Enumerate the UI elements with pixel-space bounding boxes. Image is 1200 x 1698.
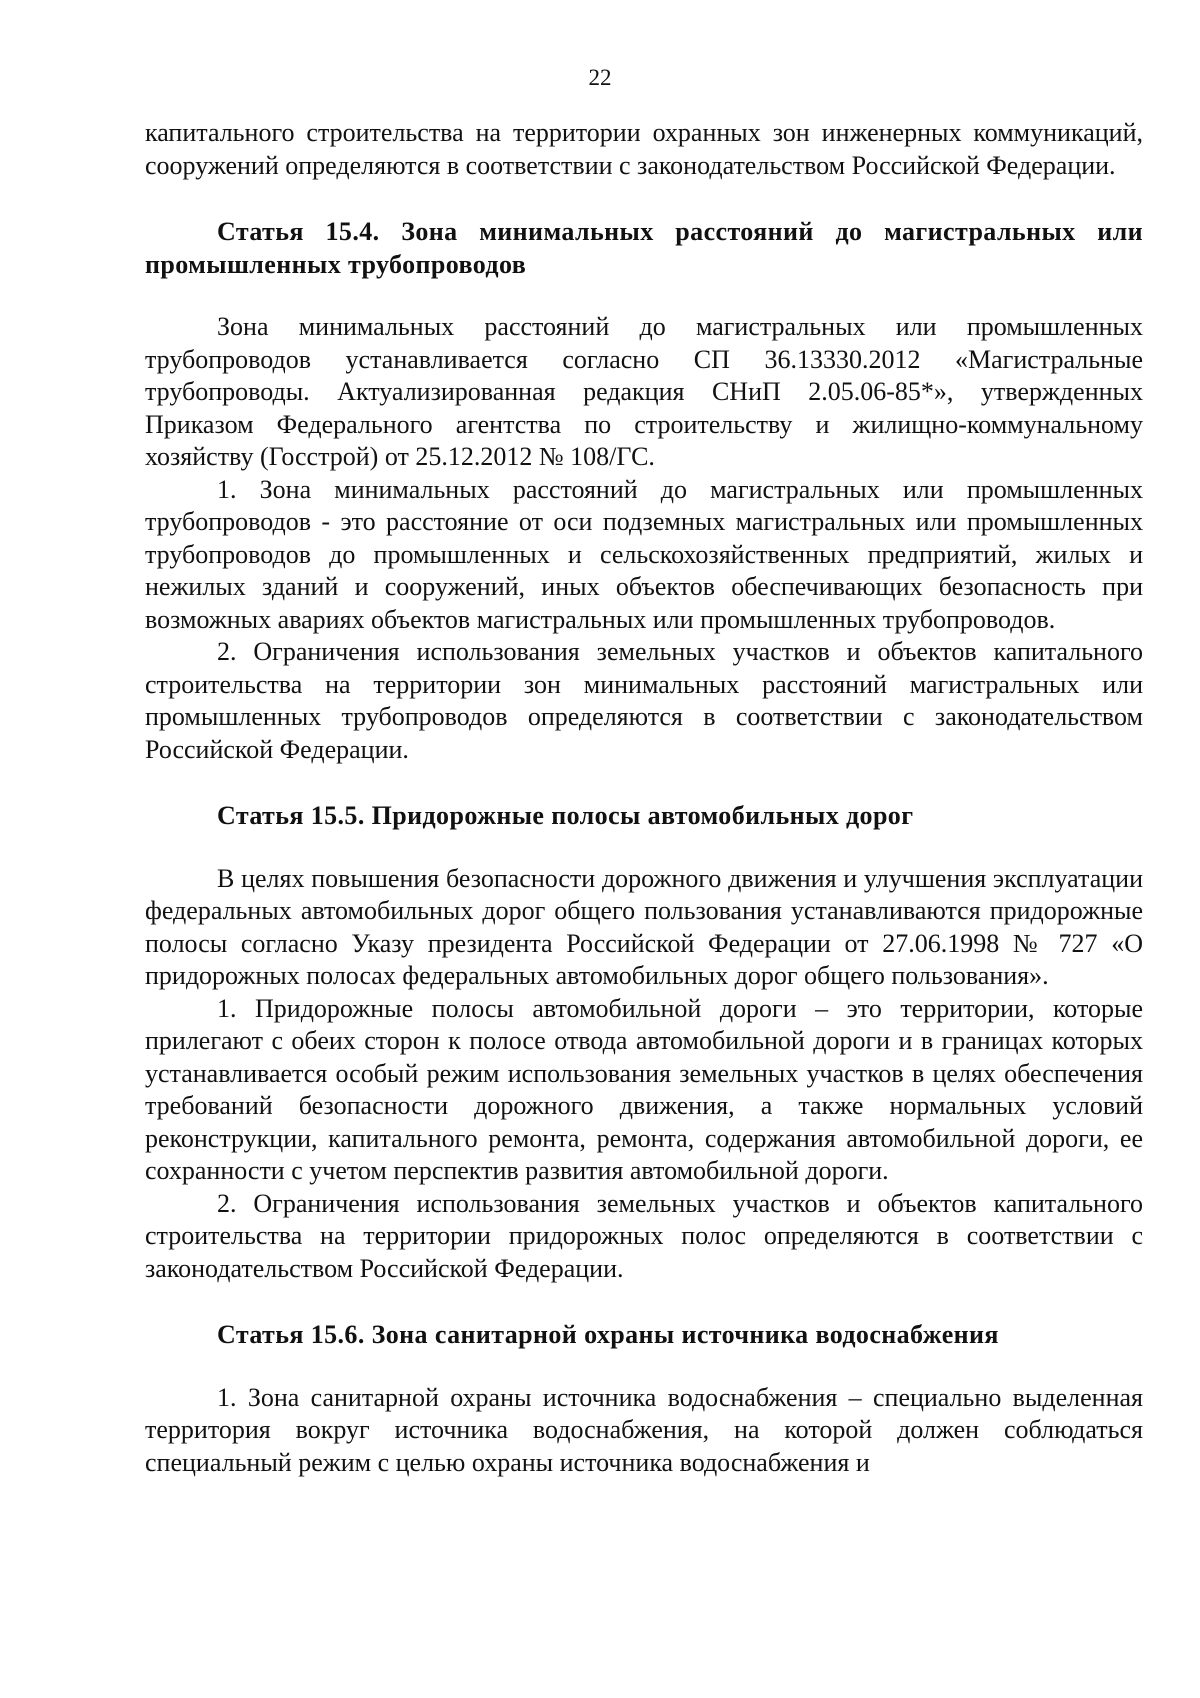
article-15-4: [145, 216, 1143, 766]
document-body: [145, 117, 1143, 1479]
article-paragraph: 1. Придорожные полосы автомобильной дороги – это территории, которые прилегают с обеих сторон к полосе отвода автомобильной дороги и в границах которых устанавливается особый режим использования земельных участков в целях обеспечения требований безопасности дорожного движения, а также нормальных условий реконструкции, капитального ремонта, ремонта, содержания автомобильной дороги, ее сохранности с учетом перспектив развития автомобильной дороги.: [145, 993, 1143, 1185]
article-15-5: [145, 800, 1143, 1285]
article-paragraph: 1. Зона санитарной охраны источника водоснабжения – специально выделенная территория вокруг источника водоснабжения, на которой должен соблюдаться специальный режим с целью охраны источника водоснабжения и: [145, 1382, 1143, 1477]
article-15-6: [145, 1319, 1143, 1479]
article-heading: Статья 15.6. Зона санитарной охраны источника водоснабжения: [217, 1320, 999, 1349]
article-paragraph: 2. Ограничения использования земельных участков и объектов капитального строительства на территории придорожных полос определяются в соответствии с законодательством Российской Федерации.: [145, 1188, 1143, 1283]
intro-paragraph: капитального строительства на территории охранных зон инженерных коммуникаций, сооружений определяются в соответствии с законодательством Российской Федерации.: [145, 118, 1143, 180]
article-paragraph: 1. Зона минимальных расстояний до магистральных или промышленных трубопроводов - это расстояние от оси подземных магистральных или промышленных трубопроводов до промышленных и сельскохозяйственных предприятий, жилых и нежилых зданий и сооружений, иных объектов обеспечивающих безопасность при возможных авариях объектов магистральных или промышленных трубопроводов.: [145, 474, 1143, 634]
page-number: 22: [588, 65, 612, 90]
article-heading: Статья 15.4. Зона минимальных расстояний до магистральных или промышленных трубопроводов: [145, 217, 1143, 279]
article-paragraph: В целях повышения безопасности дорожного движения и улучшения эксплуатации федеральных автомобильных дорог общего пользования устанавливаются придорожные полосы согласно Указу президента Российской Федерации от 27.06.1998 № 727 «О придорожных полосах федеральных автомобильных дорог общего пользования».: [145, 863, 1143, 990]
article-heading: Статья 15.5. Придорожные полосы автомобильных дорог: [217, 801, 914, 830]
article-paragraph: Зона минимальных расстояний до магистральных или промышленных трубопроводов устанавливается согласно СП 36.13330.2012 «Магистральные трубопроводы. Актуализированная редакция СНиП 2.05.06-85*», утвержденных Приказом Федерального агентства по строительству и жилищно-коммунальному хозяйству (Госстрой) от 25.12.2012 № 108/ГС.: [145, 312, 1143, 471]
article-paragraph: 2. Ограничения использования земельных участков и объектов капитального строительства на территории зон минимальных расстояний магистральных или промышленных трубопроводов определяются в соответствии с законодательством Российской Федерации.: [145, 637, 1143, 764]
